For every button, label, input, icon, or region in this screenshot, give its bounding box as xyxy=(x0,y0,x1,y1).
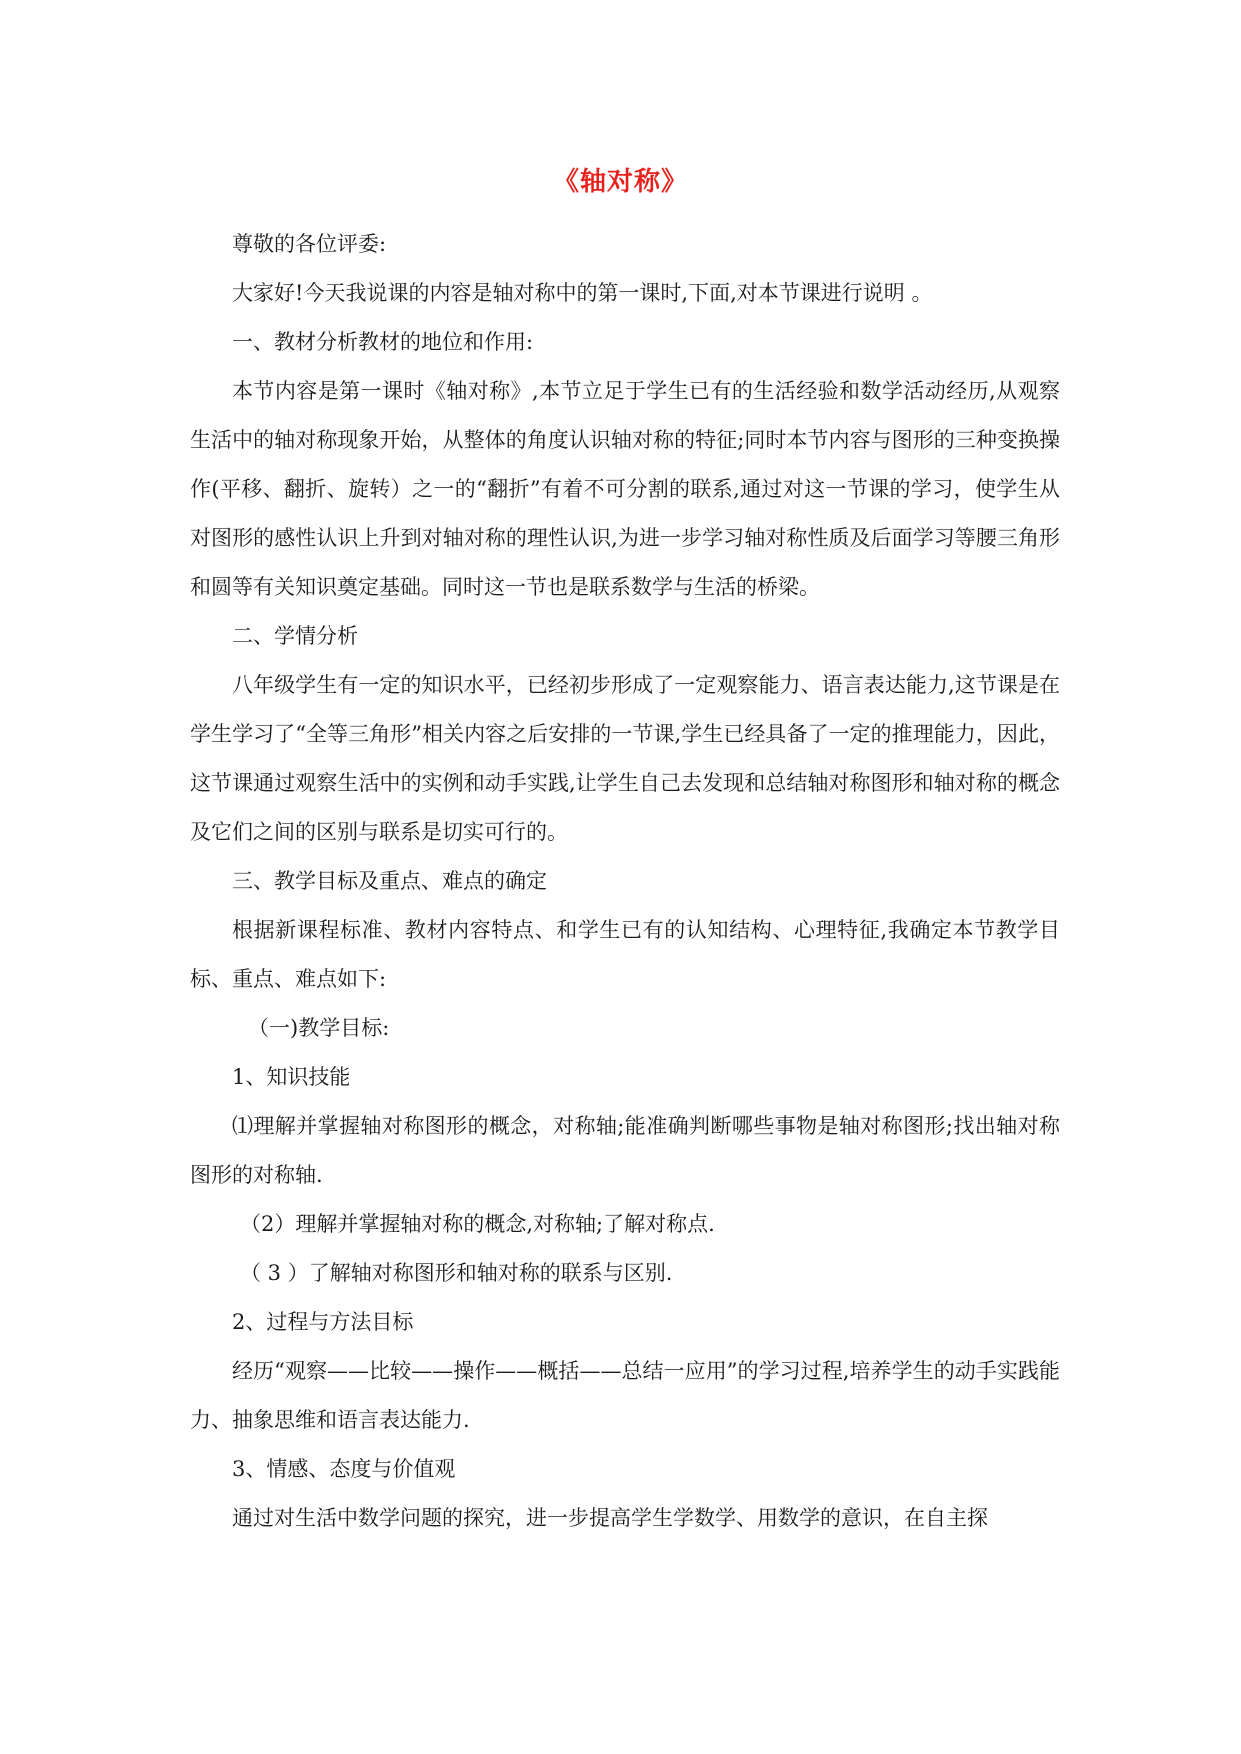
list-item: ⑴理解并掌握轴对称图形的概念，对称轴;能准确判断哪些事物是轴对称图形;找出轴对称图形的对称轴. xyxy=(190,1114,1060,1187)
paragraph: 根据新课程标准、教材内容特点、和学生已有的认知结构、心理特征,我确定本节教学目标、重点、难点如下: xyxy=(190,918,1060,991)
list-heading: 2、过程与方法目标 xyxy=(232,1310,414,1334)
list-item: （2）理解并掌握轴对称的概念,对称轴;了解对称点. xyxy=(240,1212,715,1236)
document-body xyxy=(190,220,1060,1543)
paragraph-greeting: 尊敬的各位评委: xyxy=(232,232,387,256)
section-heading-1: 一、教材分析教材的地位和作用: xyxy=(232,330,534,354)
paragraph: 通过对生活中数学问题的探究，进一步提高学生学数学、用数学的意识，在自主探 xyxy=(232,1506,988,1530)
paragraph: 经历“观察——比较——操作——概括——总结一应用”的学习过程,培养学生的动手实践能力、抽象思维和语言表达能力. xyxy=(190,1359,1060,1432)
subsection-heading: （一)教学目标: xyxy=(248,1016,390,1040)
paragraph: 本节内容是第一课时《轴对称》,本节立足于学生已有的生活经验和数学活动经历,从观察生活中的轴对称现象开始，从整体的角度认识轴对称的特征;同时本节内容与图形的三种变换操作(平移、翻折、旋转）之一的“翻折”有着不可分割的联系,通过对这一节课的学习，使学生从对图形的感性认识上升到对轴对称的理性认识,为进一步学习轴对称性质及后面学习等腰三角形和圆等有关知识奠定基础。同时这一节也是联系数学与生活的桥梁。 xyxy=(190,379,1060,599)
list-heading: 3、情感、态度与价值观 xyxy=(232,1457,456,1481)
paragraph-intro: 大家好!今天我说课的内容是轴对称中的第一课时,下面,对本节课进行说明 。 xyxy=(232,281,933,305)
paragraph: 八年级学生有一定的知识水平，已经初步形成了一定观察能力、语言表达能力,这节课是在学生学习了“全等三角形”相关内容之后安排的一节课,学生已经具备了一定的推理能力，因此，这节课通过观察生活中的实例和动手实践,让学生自己去发现和总结轴对称图形和轴对称的概念及它们之间的区别与联系是切实可行的。 xyxy=(190,673,1060,844)
document-title: 《轴对称》 xyxy=(552,167,688,197)
list-heading: 1、知识技能 xyxy=(232,1065,351,1089)
section-heading-2: 二、学情分析 xyxy=(232,624,358,648)
list-item: （ 3 ）了解轴对称图形和轴对称的联系与区别. xyxy=(240,1261,673,1285)
section-heading-3: 三、教学目标及重点、难点的确定 xyxy=(232,869,547,893)
